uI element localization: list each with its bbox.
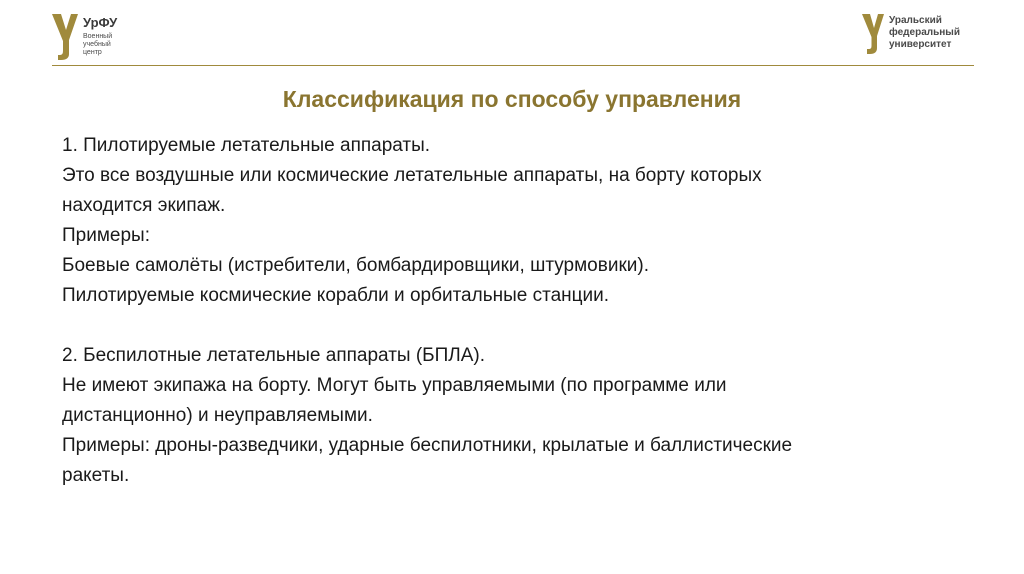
slide-body	[62, 131, 992, 491]
section1-heading: 1. Пилотируемые летательные аппараты.	[62, 135, 431, 156]
urfu-y-icon	[862, 14, 884, 54]
slide-title: Классификация по способу управления	[282, 86, 742, 112]
section1-examples-label: Примеры:	[62, 225, 150, 246]
section1-text-line: находится экипаж.	[62, 195, 226, 216]
section2-text-line: дистанционно) и неуправляемыми.	[62, 405, 373, 426]
section1-text-line: Это все воздушные или космические летательные аппараты, на борту которых	[62, 165, 762, 186]
section2-examples-line: Примеры: дроны-разведчики, ударные беспилотники, крылатые и баллистические	[62, 435, 793, 456]
urfu-y-icon	[52, 14, 78, 60]
section1-example-line: Боевые самолёты (истребители, бомбардировщики, штурмовики).	[62, 255, 649, 276]
section2-text-line: Не имеют экипажа на борту. Могут быть управляемыми (по программе или	[62, 375, 727, 396]
urfu-university-logo	[862, 14, 982, 58]
header-divider	[52, 65, 974, 66]
urfu-military-center-logo	[52, 14, 162, 62]
section2-examples-line: ракеты.	[62, 465, 130, 486]
right-logo-text: Уральский федеральный университет	[889, 15, 960, 50]
left-logo-subtitle: Военный учебный центр	[83, 33, 113, 56]
left-logo-name: УрФУ	[83, 15, 118, 30]
section1-example-line: Пилотируемые космические корабли и орбитальные станции.	[62, 285, 610, 306]
section-spacer	[62, 311, 992, 341]
section2-heading: 2. Беспилотные летательные аппараты (БПЛА).	[62, 345, 486, 366]
